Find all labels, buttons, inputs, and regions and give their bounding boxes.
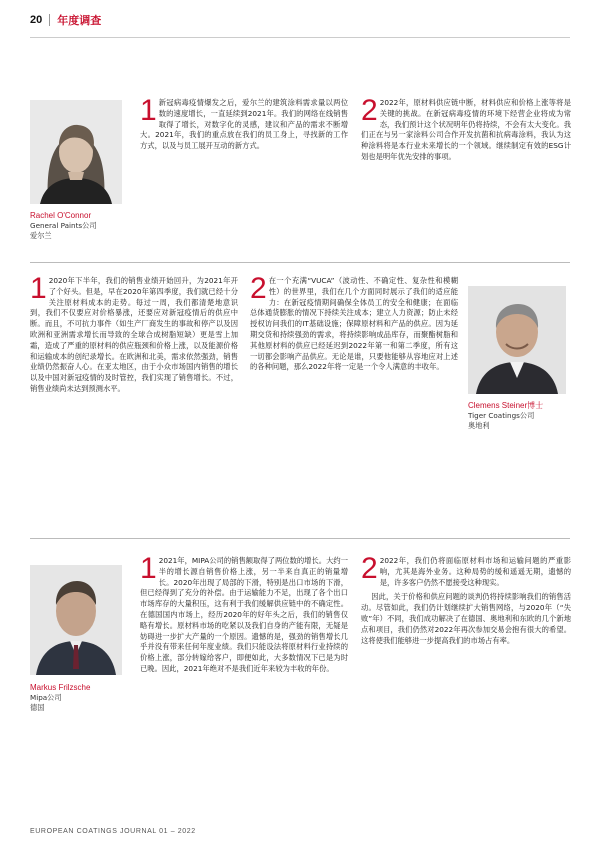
- person-name: Markus Frilzsche: [30, 683, 91, 692]
- answer-text: 2021年，MIPA公司的销售额取得了两位数的增长。大约一半的增长源自销售价格上涨，另一半来自真正的销量增长。2020年出现了局部的下滑，特别是出口市场的下滑，但已经得到了充分的补偿。由于运输能力不足，出现了各个出口市场库存的大量积压，这有利于我们缓解供应链中的不确定性。在德国国内市场上，经历2020年的好年头之后，我们的销售仅略有增长。原材料市场的吃紧以及我们自身的产能有限，无疑是妨碍进一步扩大产量的一个原因。遗憾的是，强劲的销售增长几乎并没有带来任何年度业绩。我们只能设法将原材料行业持续的价格上涨，部分转嫁给客户，即便如此，大多数情况下已是为时已晚。因此，2021年绝对不是我们近年来较为丰收的年份。: [140, 556, 348, 673]
- question-number-2: 2: [250, 272, 267, 305]
- question-number-1: 1: [30, 272, 47, 305]
- answer-column-2: [361, 552, 571, 650]
- header-rule: [30, 37, 570, 38]
- person-name: Rachel O'Connor: [30, 211, 92, 220]
- question-number-2: 2: [361, 94, 378, 127]
- person-country: 德国: [30, 703, 45, 712]
- person-info-clemens: [468, 401, 543, 431]
- person-info-markus: [30, 683, 90, 713]
- page-number: 20: [30, 14, 43, 26]
- section-divider: [30, 538, 570, 539]
- answer-column-1: [140, 94, 348, 156]
- person-country: 奥地利: [468, 421, 490, 430]
- answer-column-1: [30, 272, 238, 399]
- page-header: [30, 12, 101, 28]
- header-separator: [49, 14, 50, 26]
- portrait-photo-clemens: [468, 286, 566, 394]
- answer-text-paragraph-2: 因此，关于价格和供应问题的谈判仍将持续影响我们的销售活动。尽管如此，我们仍计划继续扩大销售网络，与2020年（“失败”年）不同，我们成功解决了在德国、奥地利和东欧的几个新地点和项目，我们仍然对2022年再次参加交易会抱有很大的希望。这将使我们能够进一步提高我们的市场占有率。: [361, 592, 571, 645]
- person-name: Clemens Steiner博士: [468, 401, 544, 410]
- answer-text: 2022年，我们仍将面临原材料市场和运输问题的严重影响，尤其是海外业务。这种局势的缓和遥遥无期，遗憾的是，许多客户仍然不愿接受这种现实。: [379, 556, 571, 587]
- answer-text: 新冠病毒疫情爆发之后，爱尔兰的建筑涂料需求量以两位数的速度增长，一直延续到2021年。我们的网络在线销售取得了增长，对数字化的灵感，建议和产品的需求不断增大。2021年，我们的重点放在我们的员工身上，寻找新的工作方式，以及与员工展开互动的新方式。: [140, 98, 348, 151]
- section-divider: [30, 262, 570, 263]
- section-title: 年度调查: [57, 14, 102, 27]
- portrait-photo-rachel: [30, 100, 122, 204]
- person-company: Mipa公司: [30, 693, 62, 702]
- person-company: Tiger Coatings公司: [468, 411, 535, 420]
- answer-column-2: [250, 272, 458, 377]
- question-number-1: 1: [140, 94, 157, 127]
- person-country: 爱尔兰: [30, 231, 52, 240]
- answer-text: 在一个充满“VUCA”（波动性、不确定性、复杂性和模糊性）的世界里，我们在几个方面同时展示了我们的适应能力：在新冠疫情期间确保全体员工的安全和健康；在面临总体通货膨胀的情况下持续关注成本；建立人力资源；防止未经授权访问我们的IT基础设施；保障原材料和产品的供应。因为延期交货和持续强劲的需求，将持续影响成品库存，而聚酯树脂和其他原材料的供应已经延迟到2022年第一和第二季度，所有这一切都会影响产品供应。无论是谁，只要他能够从容地应对上述的各种问题，那么2022年将一定是一个令人满意的丰收年。: [250, 276, 458, 372]
- question-number-2: 2: [361, 552, 378, 585]
- person-info-rachel: [30, 211, 97, 241]
- answer-text: 2020年下半年，我们的销售业绩开始回升，为2021年开了个好头。但是，早在2020年第四季度，我们就已经十分关注原材料成本的走势。每过一周，我们都清楚地意识到，我们不仅要应对价格暴涨，还要应对新冠疫情后的供应中断。而且，不可抗力事件（如生产厂商发生的事故和停产以及因欧洲和亚洲需求增长而导致的全球合成树脂短缺）更是雪上加霜，造成了严重的原材料的供应瓶颈和价格上涨，以及能源价格和运输成本的创纪录增长。在欧洲和北美，需求依然强劲，销售业绩仍然振奋人心。在亚太地区，由于小众市场国内销售的增长以及中国对新冠疫情的及时管控，我们实现了销售增长。不过，销售业绩尚未达到预测水平。: [30, 276, 238, 393]
- person-company: General Paints公司: [30, 221, 97, 230]
- question-number-1: 1: [140, 552, 157, 585]
- portrait-photo-markus: [30, 565, 122, 675]
- answer-column-1: [140, 552, 348, 679]
- answer-column-2: [361, 94, 571, 167]
- answer-text: 2022年，原材料供应链中断，材料供应和价格上涨等将是关键的挑战。在新冠病毒疫情的环境下经营企业将成为常态，我们预计这个状况明年仍将持续，不会有太大变化。我们正在与另一家涂料公司合作开发抗菌和抗病毒涂料，我认为这种涂料将是本行业未来增长的一个领域。继续制定有效的ESG计划也是明年优先安排的事项。: [361, 98, 571, 161]
- page-footer: EUROPEAN COATINGS JOURNAL 01 – 2022: [30, 828, 196, 835]
